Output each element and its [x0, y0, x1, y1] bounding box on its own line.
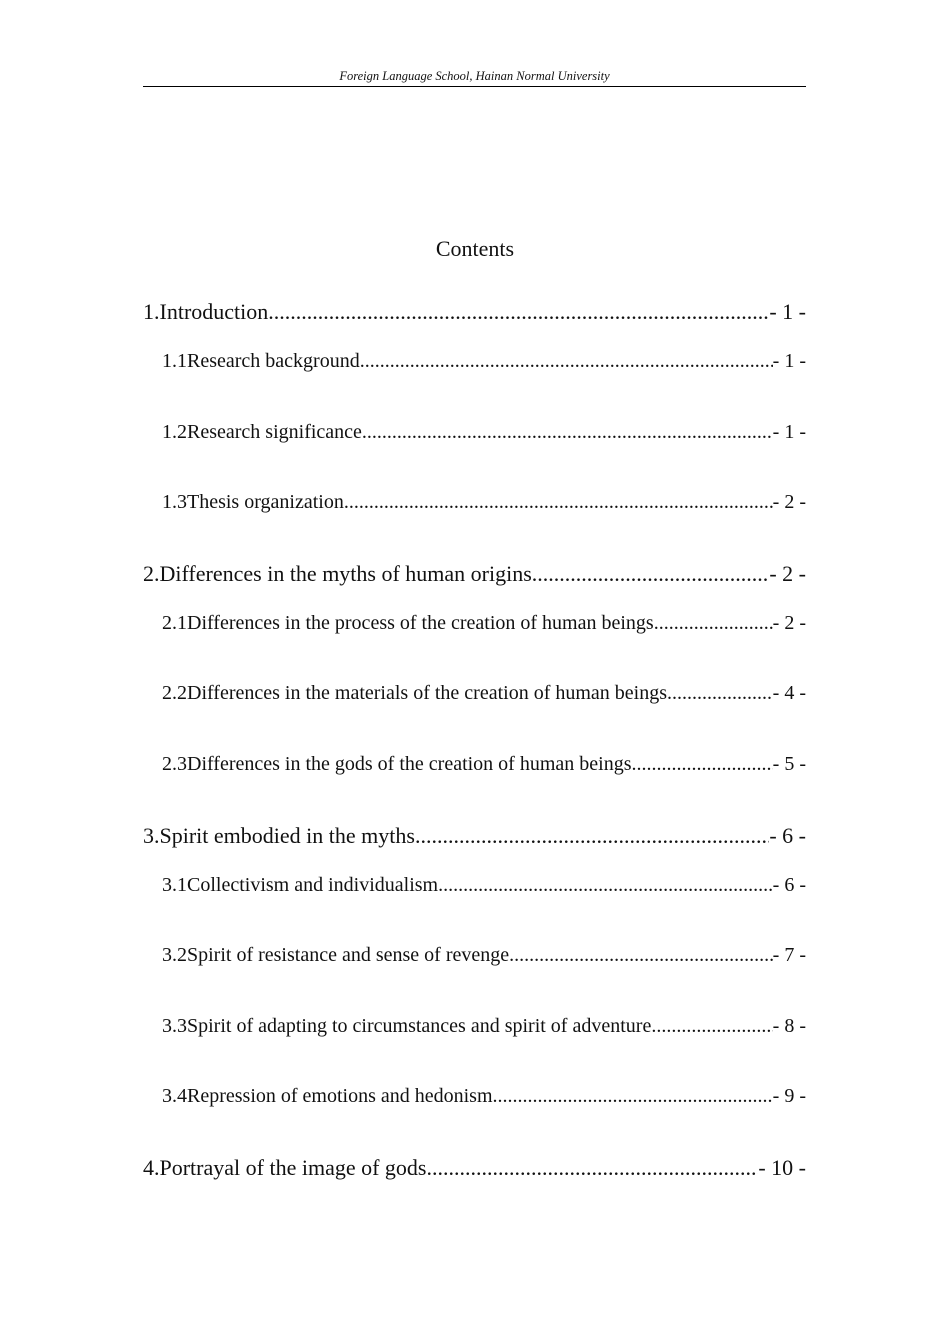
toc-number: 3.3	[162, 1015, 187, 1037]
toc-entry-1-3[interactable]	[143, 491, 806, 514]
toc-title: Repression of emotions and hedonism	[187, 1085, 493, 1107]
toc-page: - 2 -	[772, 491, 806, 513]
toc-page: - 5 -	[772, 753, 806, 775]
dot-leader	[651, 1015, 772, 1038]
toc-number: 4.	[143, 1155, 160, 1180]
toc-number: 2.2	[162, 682, 187, 704]
toc-entry-2-3[interactable]	[143, 753, 806, 776]
toc-title: Spirit of adapting to circumstances and spirit of adventure	[187, 1015, 652, 1037]
toc-page: - 9 -	[772, 1085, 806, 1107]
dot-leader	[362, 421, 773, 444]
toc-number: 2.1	[162, 612, 187, 634]
toc-number: 1.2	[162, 421, 187, 443]
toc-entry-2-1[interactable]	[143, 612, 806, 635]
contents-title: Contents	[435, 236, 515, 261]
dot-leader	[427, 1155, 759, 1181]
running-header: Foreign Language School, Hainan Normal University	[143, 68, 806, 87]
toc-title: Differences in the process of the creation of human beings	[187, 612, 654, 634]
toc-number: 3.1	[162, 874, 187, 896]
dot-leader	[344, 491, 773, 514]
dot-leader	[632, 753, 773, 776]
toc-page: - 2 -	[769, 561, 806, 586]
toc-page: - 6 -	[772, 874, 806, 896]
dot-leader	[268, 299, 769, 325]
toc-title: Collectivism and individualism	[187, 874, 439, 896]
toc-page: - 8 -	[772, 1015, 806, 1037]
dot-leader	[667, 682, 773, 705]
toc-page: - 6 -	[769, 823, 806, 848]
toc-entry-3[interactable]	[143, 823, 806, 849]
toc-number: 1.	[143, 299, 160, 324]
toc-page: - 1 -	[769, 299, 806, 324]
toc-number: 1.1	[162, 350, 187, 372]
toc-title: Differences in the gods of the creation of human beings	[187, 753, 632, 775]
toc-title: Research background	[187, 350, 360, 372]
toc-entry-1[interactable]	[143, 299, 806, 325]
toc-number: 2.	[143, 561, 160, 586]
toc-entry-3-3[interactable]	[143, 1015, 806, 1038]
toc-number: 3.	[143, 823, 160, 848]
dot-leader	[532, 561, 770, 587]
toc-page: - 1 -	[772, 421, 806, 443]
toc-title: Spirit embodied in the myths	[159, 823, 415, 848]
toc-entry-2[interactable]	[143, 561, 806, 587]
dot-leader	[438, 874, 773, 897]
toc-number: 3.4	[162, 1085, 187, 1107]
toc-page: - 2 -	[772, 612, 806, 634]
toc-number: 3.2	[162, 944, 187, 966]
toc-title: Research significance	[187, 421, 362, 443]
dot-leader	[415, 823, 769, 849]
dot-leader	[654, 612, 773, 635]
dot-leader	[509, 944, 773, 967]
toc-entry-3-2[interactable]	[143, 944, 806, 967]
dot-leader	[493, 1085, 773, 1108]
toc-page: - 10 -	[758, 1155, 806, 1180]
toc-number: 2.3	[162, 753, 187, 775]
dot-leader	[360, 350, 773, 373]
toc-title: Thesis organization	[187, 491, 344, 513]
toc-title: Differences in the materials of the creation of human beings	[187, 682, 668, 704]
toc-entry-1-2[interactable]	[143, 421, 806, 444]
toc-page: - 1 -	[772, 350, 806, 372]
toc-title: Differences in the myths of human origins	[159, 561, 532, 586]
toc-page: - 4 -	[772, 682, 806, 704]
toc-entry-4[interactable]	[143, 1155, 806, 1181]
toc-entry-3-1[interactable]	[143, 874, 806, 897]
toc-entry-3-4[interactable]	[143, 1085, 806, 1108]
toc-number: 1.3	[162, 491, 187, 513]
toc-page: - 7 -	[772, 944, 806, 966]
toc-entry-2-2[interactable]	[143, 682, 806, 705]
toc-title: Spirit of resistance and sense of revenge	[187, 944, 510, 966]
toc-title: Introduction	[159, 299, 269, 324]
toc-title: Portrayal of the image of gods	[159, 1155, 427, 1180]
toc-entry-1-1[interactable]	[143, 350, 806, 373]
